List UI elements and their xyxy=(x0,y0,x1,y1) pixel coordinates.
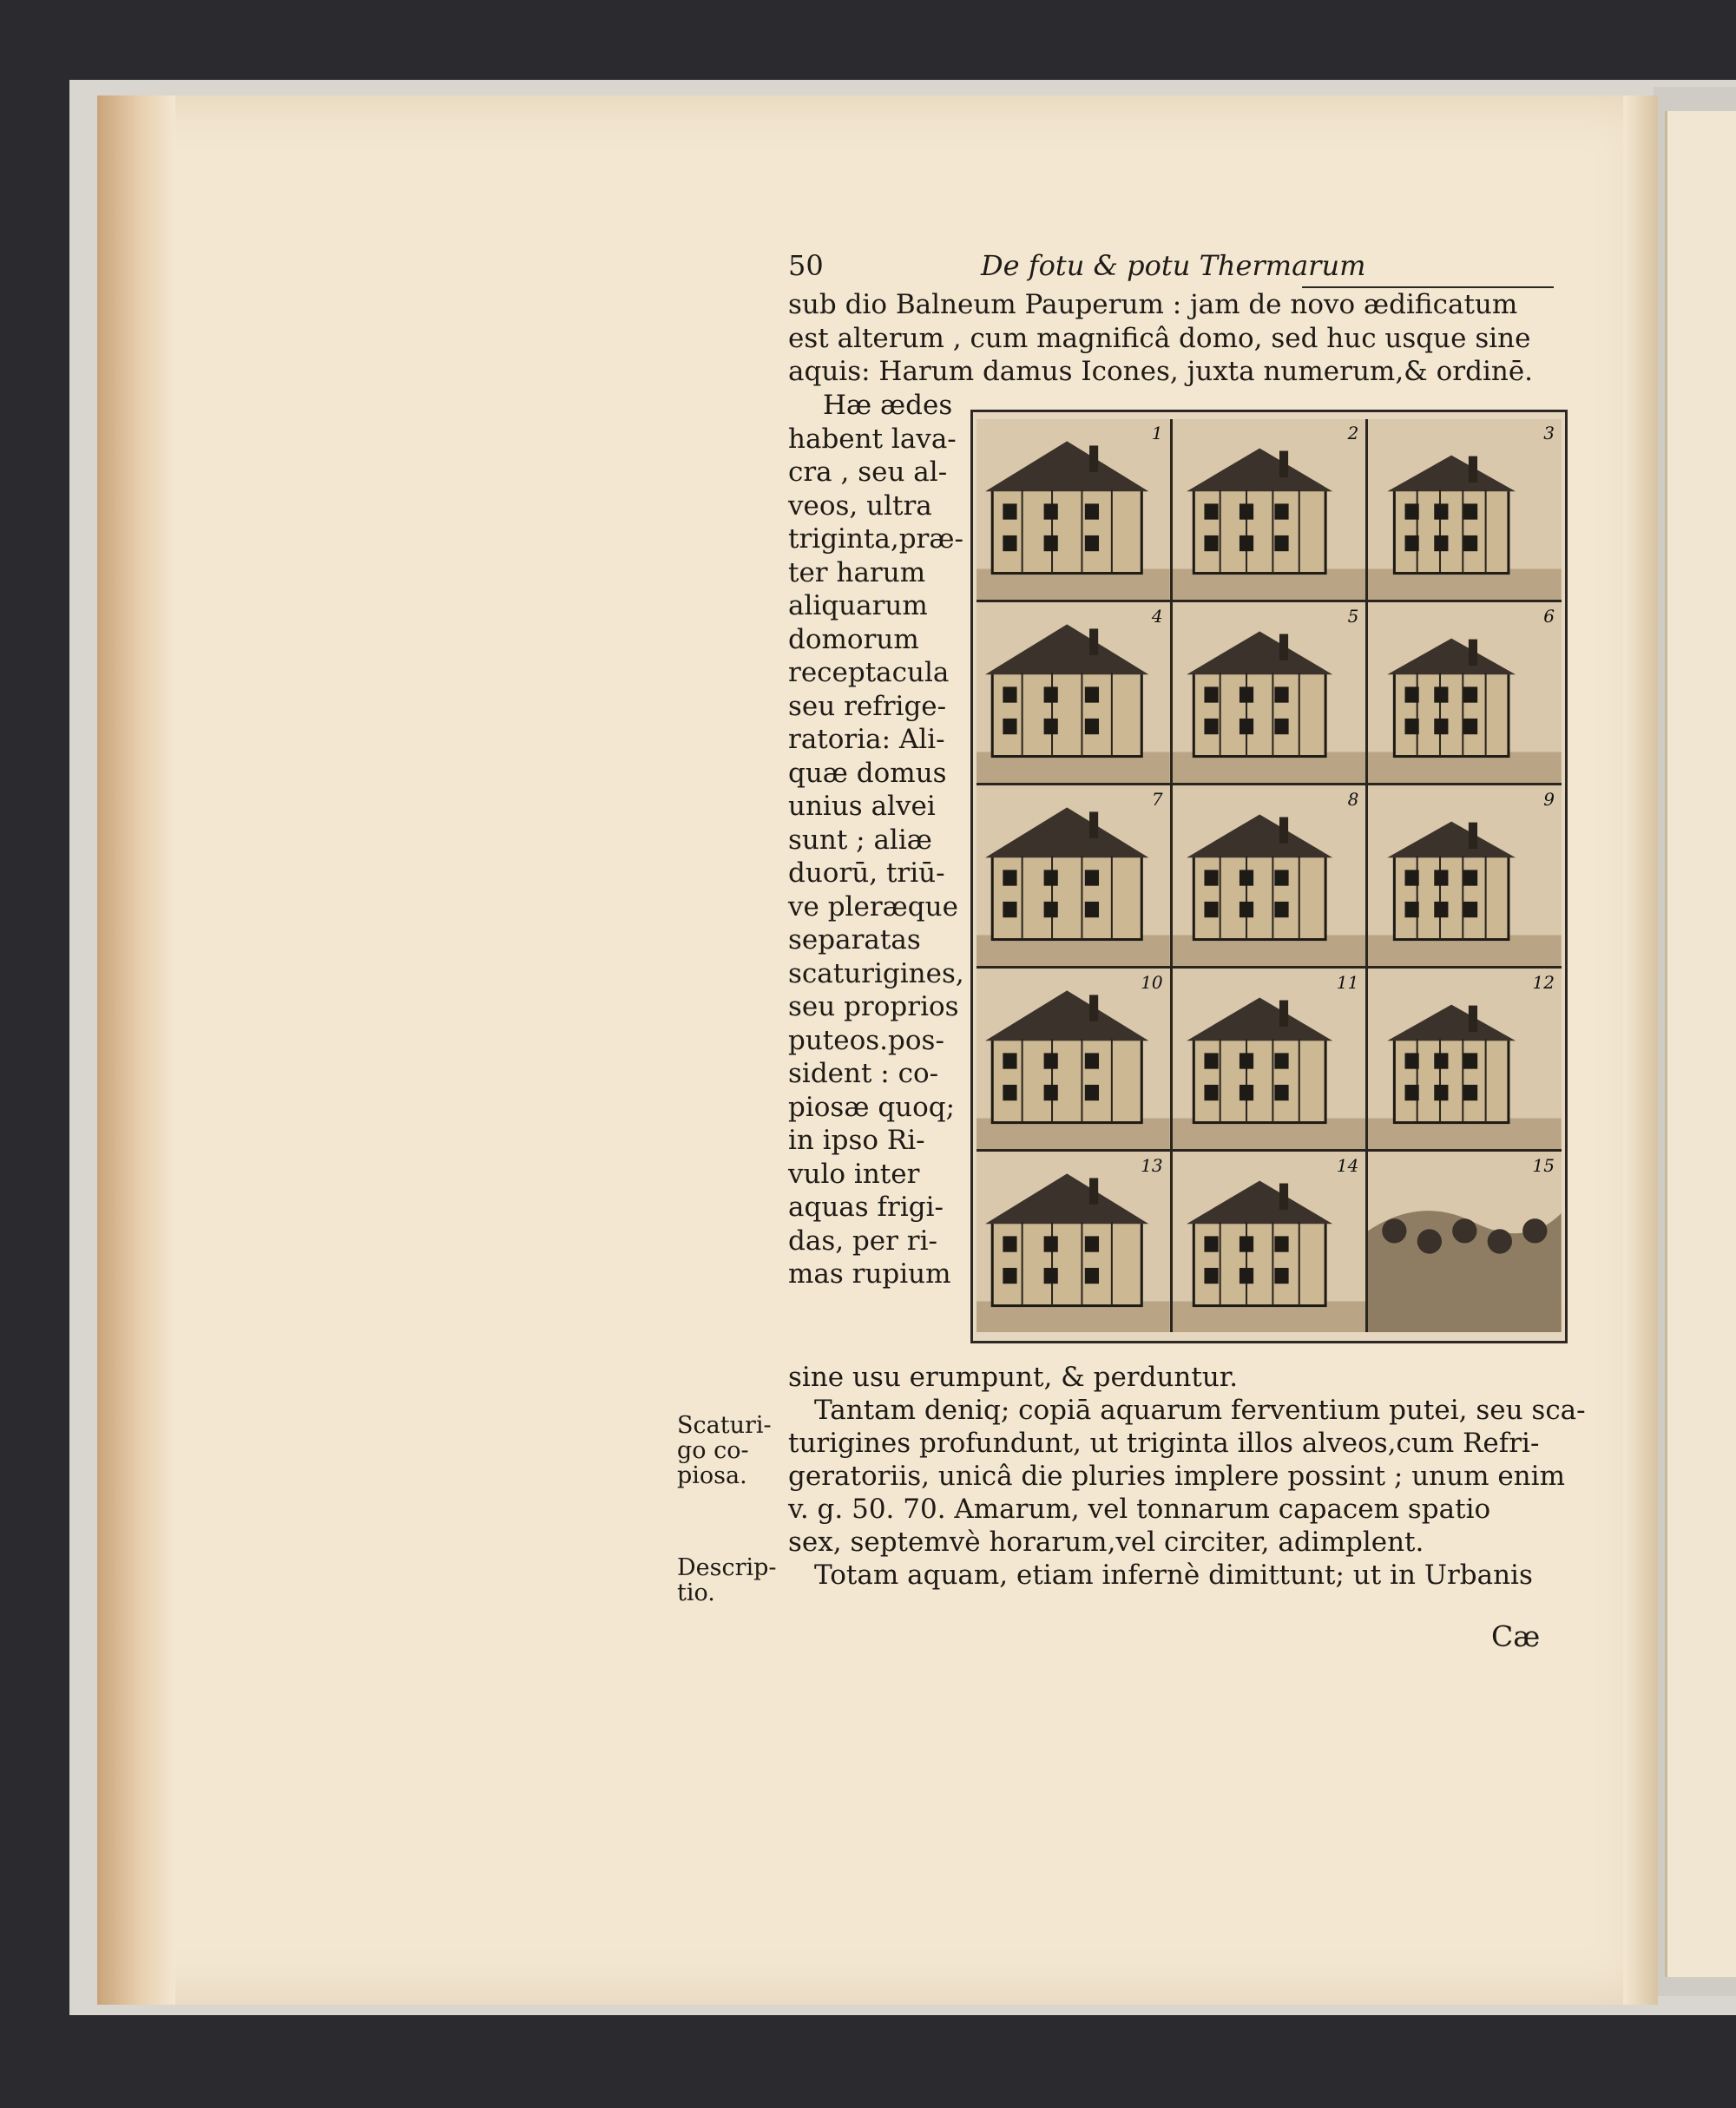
text-line: piosæ quoq; xyxy=(788,1091,956,1123)
text-line: Hæ ædes xyxy=(823,390,953,421)
page-number: 50 xyxy=(788,249,824,282)
house-engraving xyxy=(1173,602,1366,783)
running-head xyxy=(788,249,1552,287)
text-line: sunt ; aliæ xyxy=(788,824,932,856)
text-line: separatas xyxy=(788,924,921,955)
engraving-cell xyxy=(976,969,1170,1149)
engraving-number: 12 xyxy=(1532,972,1555,993)
text-line: vulo inter xyxy=(788,1158,920,1190)
engraving-number: 10 xyxy=(1141,972,1163,993)
house-engraving xyxy=(976,785,1170,966)
engraving-number: 5 xyxy=(1347,606,1359,627)
text-line: cra , seu al- xyxy=(788,456,948,488)
engraving-cell xyxy=(976,785,1170,966)
margin-note-text: Scaturi- go co- piosa. xyxy=(677,1412,772,1490)
text-line: in ipso Ri- xyxy=(788,1125,925,1156)
engraving-number: 13 xyxy=(1141,1155,1163,1176)
text-line: puteos.pos- xyxy=(788,1024,944,1056)
text-line: domorum xyxy=(788,623,919,655)
text-line: sident : co- xyxy=(788,1058,939,1089)
text-line: ter harum xyxy=(788,556,926,588)
text-line: Tantam deniq; copiā aquarum ferventium putei, seu sca- xyxy=(814,1395,1586,1426)
catchword: Cæ xyxy=(1491,1619,1541,1653)
text-line: mas rupium xyxy=(788,1258,951,1290)
engraving-number: 15 xyxy=(1532,1155,1555,1176)
engraving-cell xyxy=(1173,785,1366,966)
text-line: duorū, triū- xyxy=(788,857,945,889)
house-engraving xyxy=(1368,785,1562,966)
head-underline xyxy=(1302,286,1554,288)
text-line: sex, septemvè horarum,vel circiter, adimplent. xyxy=(788,1527,1424,1558)
text-line: aliquarum xyxy=(788,590,928,621)
house-engraving xyxy=(976,602,1170,783)
engraving-cell xyxy=(1368,969,1562,1149)
house-engraving xyxy=(1173,785,1366,966)
text-line: aquas frigi- xyxy=(788,1192,944,1223)
house-engraving xyxy=(1368,969,1562,1149)
engraving-cell xyxy=(1368,419,1562,600)
house-engraving xyxy=(976,419,1170,600)
engraving-number: 7 xyxy=(1151,789,1163,810)
text-line: sine usu erumpunt, & perduntur. xyxy=(788,1362,1239,1393)
house-engraving xyxy=(976,1152,1170,1332)
engraving-cell xyxy=(976,419,1170,600)
house-engraving xyxy=(1173,419,1366,600)
text-line: ratoria: Ali- xyxy=(788,724,945,755)
text-line: scaturigines, xyxy=(788,957,964,989)
engraving-cell xyxy=(1368,602,1562,783)
text-line: v. g. 50. 70. Amarum, vel tonnarum capacem spatio xyxy=(788,1494,1491,1525)
text-line: turigines profundunt, ut triginta illos alveos,cum Refri- xyxy=(788,1428,1540,1459)
text-line: Totam aquam, etiam infernè dimittunt; ut in Urbanis xyxy=(814,1560,1533,1591)
text-line: quæ domus xyxy=(788,757,947,789)
text-line: est alterum , cum magnificâ domo, sed huc usque sine xyxy=(788,322,1531,354)
facing-page-edge xyxy=(1665,111,1736,1977)
engraving-number: 6 xyxy=(1543,606,1555,627)
text-line: sub dio Balneum Pauperum : jam de novo ædificatum xyxy=(788,289,1518,320)
engraving-number: 11 xyxy=(1336,972,1359,993)
house-engraving xyxy=(1368,602,1562,783)
worn-page-edge xyxy=(97,95,175,2005)
text-line: unius alvei xyxy=(788,791,936,822)
engraving-cell xyxy=(1173,1152,1366,1332)
page-gutter xyxy=(1623,95,1658,2005)
engraving-cell xyxy=(976,1152,1170,1332)
house-engraving xyxy=(976,969,1170,1149)
text-line: seu proprios xyxy=(788,991,959,1022)
text-line: seu refrige- xyxy=(788,690,947,722)
text-line: aquis: Harum damus Icones, juxta numerum,& ordinē. xyxy=(788,356,1534,387)
engraving-cell xyxy=(1173,969,1366,1149)
engraving-number: 4 xyxy=(1151,606,1163,627)
engraving-plate xyxy=(970,410,1568,1343)
margin-note-descriptio xyxy=(677,1555,777,1606)
engraving-number: 2 xyxy=(1347,423,1359,443)
text-line: das, per ri- xyxy=(788,1225,938,1257)
text-line: triginta,præ- xyxy=(788,523,963,555)
text-line: ve pleræque xyxy=(788,890,958,923)
engraving-number: 8 xyxy=(1347,789,1359,810)
engraving-number: 14 xyxy=(1336,1155,1359,1176)
engraving-number: 9 xyxy=(1543,789,1555,810)
running-title: De fotu & potu Thermarum xyxy=(981,249,1366,282)
engraving-cell xyxy=(976,602,1170,783)
text-line: geratoriis, unicâ die pluries implere possint ; unum enim xyxy=(788,1461,1565,1492)
text-line: habent lava- xyxy=(788,423,957,455)
house-engraving xyxy=(1173,969,1366,1149)
house-engraving xyxy=(1368,1152,1562,1332)
engraving-cell xyxy=(1368,1152,1562,1332)
engraving-cell xyxy=(1173,419,1366,600)
engraving-cell xyxy=(1368,785,1562,966)
engraving-grid xyxy=(976,419,1562,1332)
engraving-number: 1 xyxy=(1151,423,1163,443)
margin-note-text: Descrip- tio. xyxy=(677,1554,777,1607)
engraving-cell xyxy=(1173,602,1366,783)
house-engraving xyxy=(1173,1152,1366,1332)
house-engraving xyxy=(1368,419,1562,600)
engraving-number: 3 xyxy=(1543,423,1555,443)
text-line: receptacula xyxy=(788,657,950,688)
margin-note-scaturigo xyxy=(677,1413,772,1488)
text-line: veos, ultra xyxy=(788,489,932,522)
